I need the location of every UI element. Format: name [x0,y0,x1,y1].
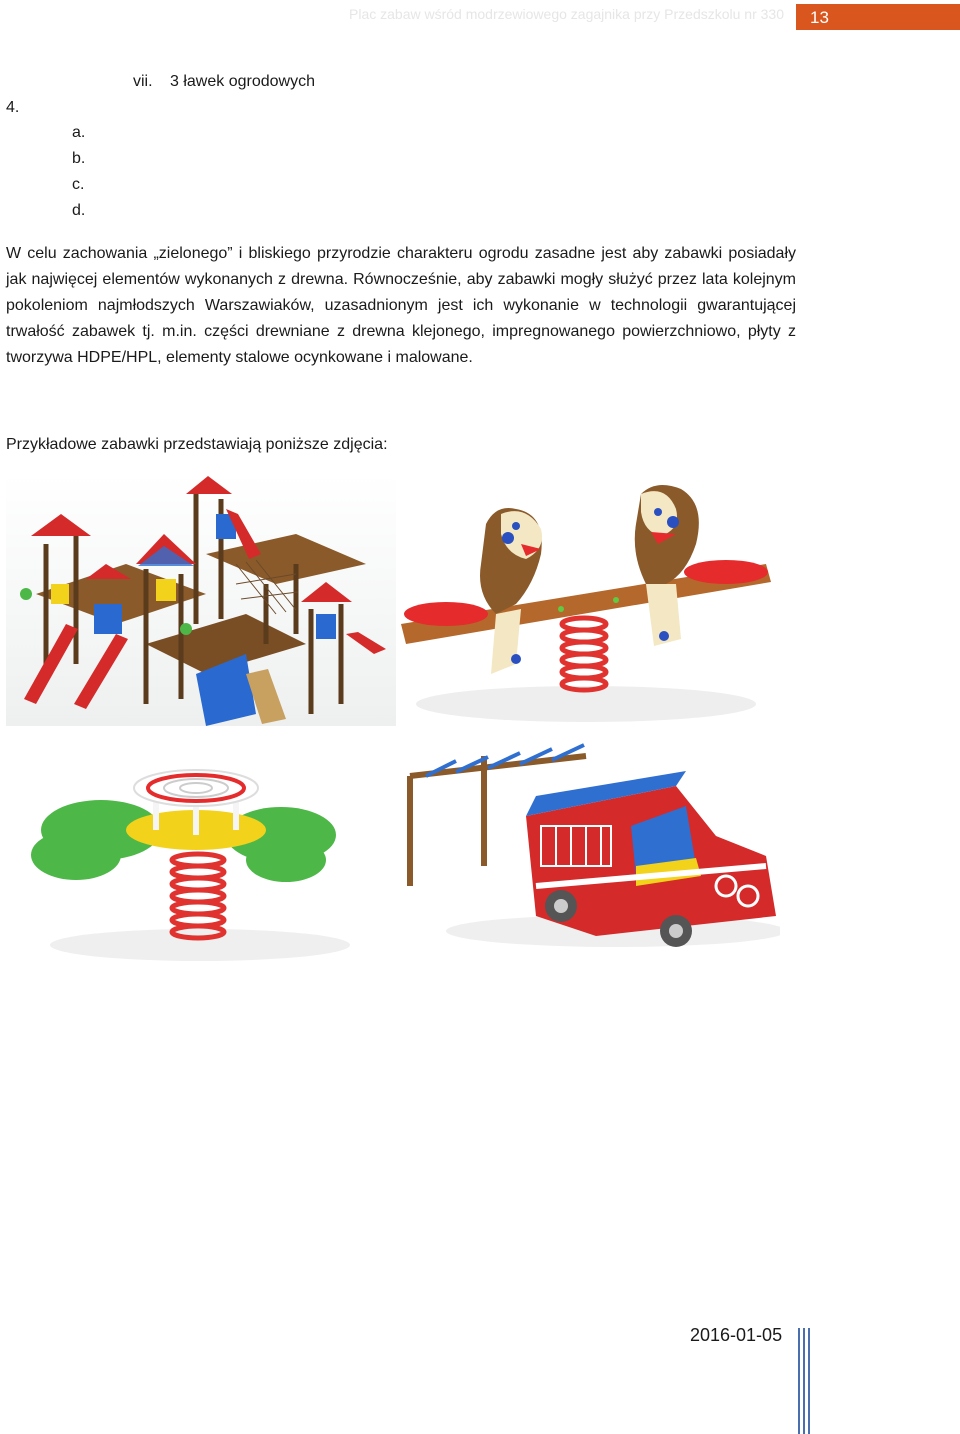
fire-truck-image [396,736,780,952]
page-number-badge: 13 [796,4,960,30]
list-letter-c: c. [72,176,85,193]
section-number: 4. [6,99,20,116]
roman-numeral: vii. [133,73,153,90]
header-title: Plac zabaw wśród modrzewiowego zagajnika przy Przedszkolu nr 330 [349,6,784,22]
roman-item-text: 3 ławek ogrodowych [170,73,315,90]
list-letter-a: a. [72,124,86,141]
footer-decorative-bars [796,1328,816,1434]
playground-complex-image [6,474,400,726]
footer-date: 2016-01-05 [690,1325,783,1345]
list-item-roman [133,69,315,95]
body-paragraph: W celu zachowania „zielonego” i bliskiego przyrodzie charakteru ogrodu zasadne jest aby zabawki posiadały jak najwięcej elementów wykonanych z drewna. Równocześnie, aby zabawki mogły służyć przez lata kolejnym pokoleniom najmłodszych Warszawiaków, uzasadnionym jest ich wykonanie w technologii gwarantującej trwałość zabawek tj. m.in. części drewniane z drewna klejonego, impregnowanego powierzchniowo, płyty z tworzywa HDPE/HPL, elementy stalowe ocynkowane i malowane. [6,245,796,366]
list-letter-d: d. [72,202,86,219]
list-letter-b: b. [72,150,86,167]
photos-caption: Przykładowe zabawki przedstawiają poniższe zdjęcia: [6,436,388,453]
horse-seesaw-image [396,474,776,726]
spring-rider-image [6,740,394,972]
